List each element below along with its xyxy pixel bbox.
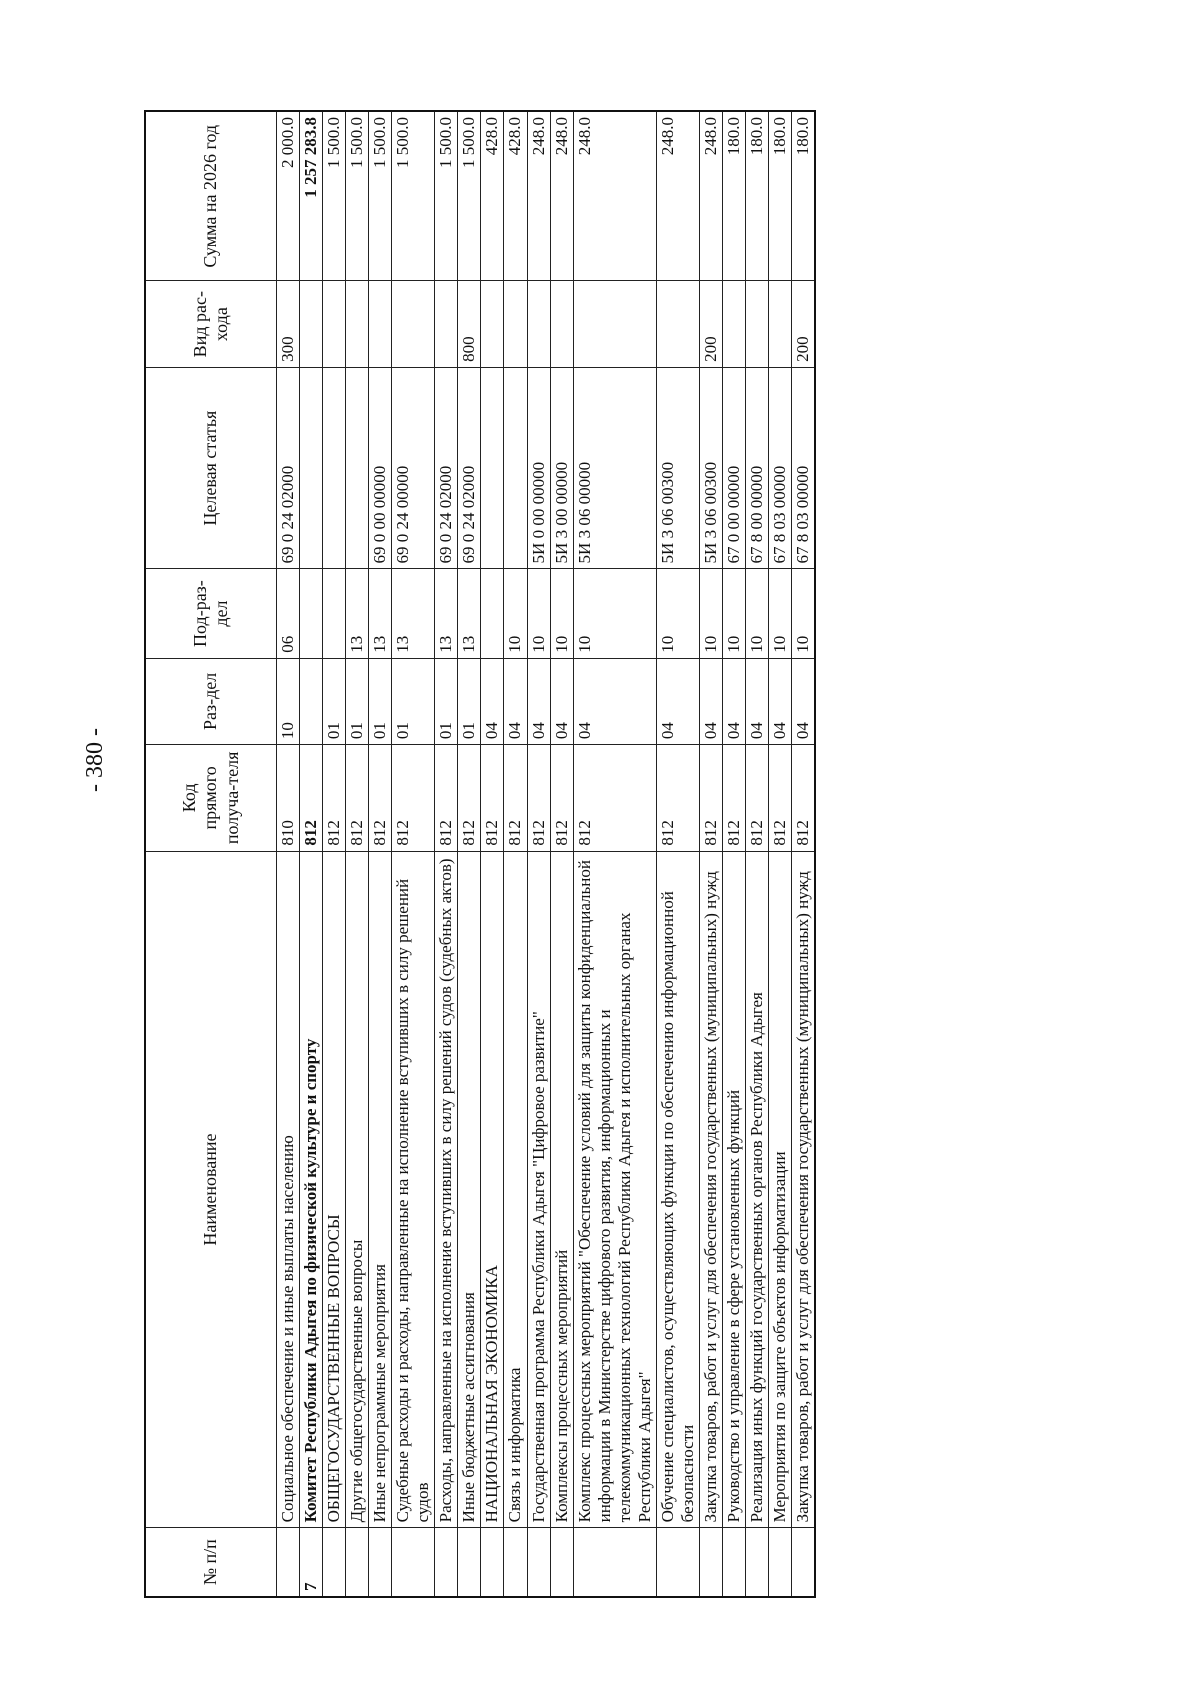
cell-podrazdel: [481, 569, 504, 658]
cell-razdel: 01: [346, 658, 369, 744]
cell-name: Другие общегосударственные вопросы: [346, 851, 369, 1528]
cell-sum: 428.0: [504, 111, 527, 281]
cell-name: Руководство и управление в сфере установленных функций: [722, 851, 745, 1528]
cell-no: [435, 1528, 458, 1597]
cell-podrazdel: 13: [435, 569, 458, 658]
cell-code: 812: [323, 745, 346, 852]
cell-target: 5И 3 06 00300: [656, 367, 699, 569]
cell-name: Иные бюджетные ассигнования: [458, 851, 481, 1528]
cell-razdel: 04: [527, 658, 550, 744]
cell-no: [699, 1528, 722, 1597]
cell-razdel: 04: [550, 658, 573, 744]
table-row: [769, 111, 792, 1597]
table-row: [300, 111, 323, 1597]
cell-name: Реализация иных функций государственных органов Республики Адыгея: [745, 851, 768, 1528]
cell-sum: 1 500.0: [323, 111, 346, 281]
cell-podrazdel: 10: [573, 569, 656, 658]
cell-vid: [769, 281, 792, 367]
cell-sum: 1 500.0: [435, 111, 458, 281]
cell-vid: [722, 281, 745, 367]
cell-no: [277, 1528, 300, 1597]
cell-vid: [481, 281, 504, 367]
cell-target: 67 8 03 00000: [769, 367, 792, 569]
cell-target: [300, 367, 323, 569]
cell-razdel: 04: [481, 658, 504, 744]
table-row: [550, 111, 573, 1597]
cell-razdel: 04: [792, 658, 816, 744]
cell-sum: 180.0: [769, 111, 792, 281]
table-row: [458, 111, 481, 1597]
cell-target: 5И 3 06 00000: [573, 367, 656, 569]
cell-vid: [323, 281, 346, 367]
cell-sum: 248.0: [550, 111, 573, 281]
cell-target: 69 0 00 00000: [369, 367, 392, 569]
cell-code: 812: [769, 745, 792, 852]
cell-no: [573, 1528, 656, 1597]
cell-target: 5И 0 00 00000: [527, 367, 550, 569]
cell-no: [769, 1528, 792, 1597]
cell-vid: 800: [458, 281, 481, 367]
cell-name: Комитет Республики Адыгея по физической культуре и спорту: [300, 851, 323, 1528]
cell-podrazdel: 06: [277, 569, 300, 658]
cell-no: [504, 1528, 527, 1597]
cell-code: 812: [504, 745, 527, 852]
cell-vid: 200: [792, 281, 816, 367]
cell-name: Судебные расходы и расходы, направленные на исполнение вступивших в силу решений судов: [392, 851, 435, 1528]
cell-name: Обучение специалистов, осуществляющих функции по обеспечению информационной безопасности: [656, 851, 699, 1528]
cell-sum: 1 500.0: [369, 111, 392, 281]
header-podrazdel: Под-раз-дел: [145, 569, 277, 658]
cell-podrazdel: 10: [769, 569, 792, 658]
cell-podrazdel: 10: [550, 569, 573, 658]
cell-target: [504, 367, 527, 569]
cell-name: Закупка товаров, работ и услуг для обеспечения государственных (муниципальных) нужд: [699, 851, 722, 1528]
cell-sum: 248.0: [527, 111, 550, 281]
cell-razdel: 04: [504, 658, 527, 744]
page-number: - 380 -: [82, 728, 108, 792]
header-target: Целевая статья: [145, 367, 277, 569]
table-row: [722, 111, 745, 1597]
cell-no: [323, 1528, 346, 1597]
cell-razdel: 10: [277, 658, 300, 744]
cell-target: 69 0 24 02000: [435, 367, 458, 569]
cell-razdel: 01: [392, 658, 435, 744]
cell-name: Закупка товаров, работ и услуг для обеспечения государственных (муниципальных) нужд: [792, 851, 816, 1528]
cell-sum: 180.0: [745, 111, 768, 281]
cell-name: НАЦИОНАЛЬНАЯ ЭКОНОМИКА: [481, 851, 504, 1528]
budget-table: [144, 110, 816, 1598]
cell-vid: [369, 281, 392, 367]
cell-sum: 180.0: [722, 111, 745, 281]
cell-target: [323, 367, 346, 569]
table-row: [369, 111, 392, 1597]
cell-vid: [573, 281, 656, 367]
rotated-table-container: [144, 110, 1044, 1598]
cell-name: Связь и информатика: [504, 851, 527, 1528]
cell-razdel: 04: [722, 658, 745, 744]
cell-vid: [300, 281, 323, 367]
cell-vid: 200: [699, 281, 722, 367]
cell-code: 812: [722, 745, 745, 852]
cell-razdel: 04: [769, 658, 792, 744]
table-row: [745, 111, 768, 1597]
cell-no: [346, 1528, 369, 1597]
cell-code: 812: [745, 745, 768, 852]
cell-podrazdel: 10: [792, 569, 816, 658]
cell-razdel: 04: [745, 658, 768, 744]
cell-target: [346, 367, 369, 569]
table-row: [392, 111, 435, 1597]
cell-podrazdel: 13: [392, 569, 435, 658]
table-row: [573, 111, 656, 1597]
cell-name: Социальное обеспечение и иные выплаты населению: [277, 851, 300, 1528]
header-vid: Вид рас-хода: [145, 281, 277, 367]
cell-sum: 428.0: [481, 111, 504, 281]
cell-name: Расходы, направленные на исполнение вступивших в силу решений судов (судебных актов): [435, 851, 458, 1528]
cell-target: 67 8 03 00000: [792, 367, 816, 569]
cell-sum: 2 000.0: [277, 111, 300, 281]
cell-razdel: 01: [323, 658, 346, 744]
cell-vid: [346, 281, 369, 367]
cell-sum: 1 257 283.8: [300, 111, 323, 281]
table-row: [277, 111, 300, 1597]
cell-code: 812: [435, 745, 458, 852]
cell-vid: [550, 281, 573, 367]
cell-no: [458, 1528, 481, 1597]
cell-vid: [504, 281, 527, 367]
table-row: [792, 111, 816, 1597]
cell-sum: 1 500.0: [392, 111, 435, 281]
cell-no: [745, 1528, 768, 1597]
cell-vid: 300: [277, 281, 300, 367]
cell-name: Мероприятия по защите объектов информатизации: [769, 851, 792, 1528]
cell-target: 67 0 00 00000: [722, 367, 745, 569]
cell-code: 812: [458, 745, 481, 852]
cell-no: [392, 1528, 435, 1597]
cell-podrazdel: 13: [458, 569, 481, 658]
cell-target: 5И 3 06 00300: [699, 367, 722, 569]
cell-no: [527, 1528, 550, 1597]
cell-podrazdel: 10: [656, 569, 699, 658]
cell-no: [792, 1528, 816, 1597]
cell-target: 69 0 24 02000: [458, 367, 481, 569]
cell-code: 812: [656, 745, 699, 852]
cell-target: 69 0 24 02000: [277, 367, 300, 569]
cell-code: 812: [573, 745, 656, 852]
cell-vid: [392, 281, 435, 367]
cell-no: [656, 1528, 699, 1597]
cell-code: 812: [550, 745, 573, 852]
cell-no: 7: [300, 1528, 323, 1597]
cell-no: [550, 1528, 573, 1597]
cell-podrazdel: [300, 569, 323, 658]
cell-code: 810: [277, 745, 300, 852]
cell-code: 812: [481, 745, 504, 852]
cell-podrazdel: 13: [369, 569, 392, 658]
cell-code: 812: [369, 745, 392, 852]
cell-razdel: 04: [699, 658, 722, 744]
cell-sum: 248.0: [699, 111, 722, 281]
cell-sum: 180.0: [792, 111, 816, 281]
cell-sum: 248.0: [573, 111, 656, 281]
cell-podrazdel: 10: [745, 569, 768, 658]
table-row: [481, 111, 504, 1597]
cell-sum: 1 500.0: [346, 111, 369, 281]
table-body: [277, 111, 816, 1597]
cell-razdel: 01: [435, 658, 458, 744]
cell-sum: 1 500.0: [458, 111, 481, 281]
table-row: [346, 111, 369, 1597]
cell-razdel: 01: [458, 658, 481, 744]
cell-no: [722, 1528, 745, 1597]
table-header-row: [145, 111, 277, 1597]
cell-code: 812: [392, 745, 435, 852]
table-row: [435, 111, 458, 1597]
cell-code: 812: [792, 745, 816, 852]
header-code: Код прямого получа-теля: [145, 745, 277, 852]
cell-name: Государственная программа Республики Адыгея "Цифровое развитие": [527, 851, 550, 1528]
cell-podrazdel: 10: [699, 569, 722, 658]
cell-name: Комплекс процессных мероприятий "Обеспечение условий для защиты конфиденциальной информации в Министерстве цифрового развития, информационных и телекоммуникационных технологий Республики Адыгея и исполнительных органах Республики Адыгея": [573, 851, 656, 1528]
table-row: [699, 111, 722, 1597]
header-razdel: Раз-дел: [145, 658, 277, 744]
cell-target: 67 8 00 00000: [745, 367, 768, 569]
cell-target: [481, 367, 504, 569]
table-row: [656, 111, 699, 1597]
cell-vid: [656, 281, 699, 367]
cell-code: 812: [527, 745, 550, 852]
cell-podrazdel: 13: [346, 569, 369, 658]
cell-razdel: 01: [369, 658, 392, 744]
cell-podrazdel: [323, 569, 346, 658]
cell-razdel: 04: [656, 658, 699, 744]
table-row: [527, 111, 550, 1597]
cell-target: 69 0 24 00000: [392, 367, 435, 569]
cell-code: 812: [699, 745, 722, 852]
cell-vid: [527, 281, 550, 367]
cell-no: [369, 1528, 392, 1597]
cell-target: 5И 3 00 00000: [550, 367, 573, 569]
cell-no: [481, 1528, 504, 1597]
cell-vid: [435, 281, 458, 367]
header-sum: Сумма на 2026 год: [145, 111, 277, 281]
cell-name: Комплексы процессных мероприятий: [550, 851, 573, 1528]
cell-podrazdel: 10: [722, 569, 745, 658]
header-name: Наименование: [145, 851, 277, 1528]
header-no: № п/п: [145, 1528, 277, 1597]
cell-name: ОБЩЕГОСУДАРСТВЕННЫЕ ВОПРОСЫ: [323, 851, 346, 1528]
table-row: [323, 111, 346, 1597]
cell-vid: [745, 281, 768, 367]
table-row: [504, 111, 527, 1597]
cell-podrazdel: 10: [527, 569, 550, 658]
cell-sum: 248.0: [656, 111, 699, 281]
cell-code: 812: [300, 745, 323, 852]
cell-razdel: [300, 658, 323, 744]
cell-razdel: 04: [573, 658, 656, 744]
cell-podrazdel: 10: [504, 569, 527, 658]
cell-name: Иные непрограммные мероприятия: [369, 851, 392, 1528]
cell-code: 812: [346, 745, 369, 852]
